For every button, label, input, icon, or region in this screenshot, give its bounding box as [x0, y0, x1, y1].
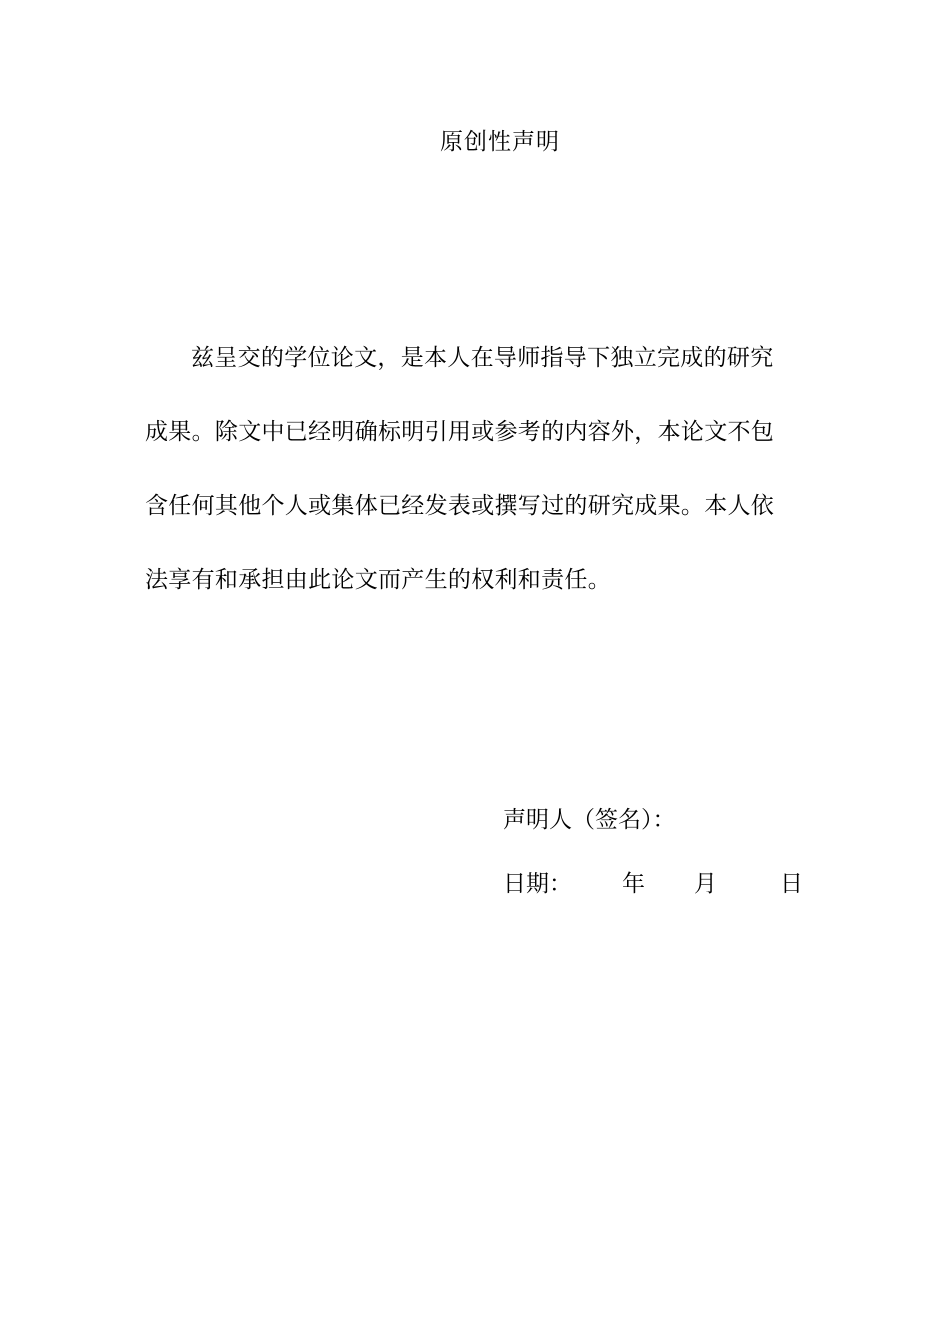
day-label: 日: [780, 871, 803, 897]
paragraph-line: 法享有和承担由此论文而产生的权利和责任。: [145, 567, 611, 593]
date-line: [503, 867, 803, 901]
page-title: 原创性声明: [440, 129, 560, 155]
paragraph-line: 兹呈交的学位论文，是本人在导师指导下独立完成的研究: [191, 345, 774, 371]
date-label: 日期：: [503, 871, 572, 897]
month-label: 月: [694, 871, 717, 897]
paragraph-line: 成果。除文中已经明确标明引用或参考的内容外，本论文不包: [145, 419, 775, 445]
signature-label: 声明人（签名）：: [503, 807, 676, 833]
paragraph-line: 含任何其他个人或集体已经发表或撰写过的研究成果。本人依: [145, 493, 775, 519]
year-label: 年: [622, 871, 645, 897]
declaration-paragraph: [145, 321, 805, 617]
